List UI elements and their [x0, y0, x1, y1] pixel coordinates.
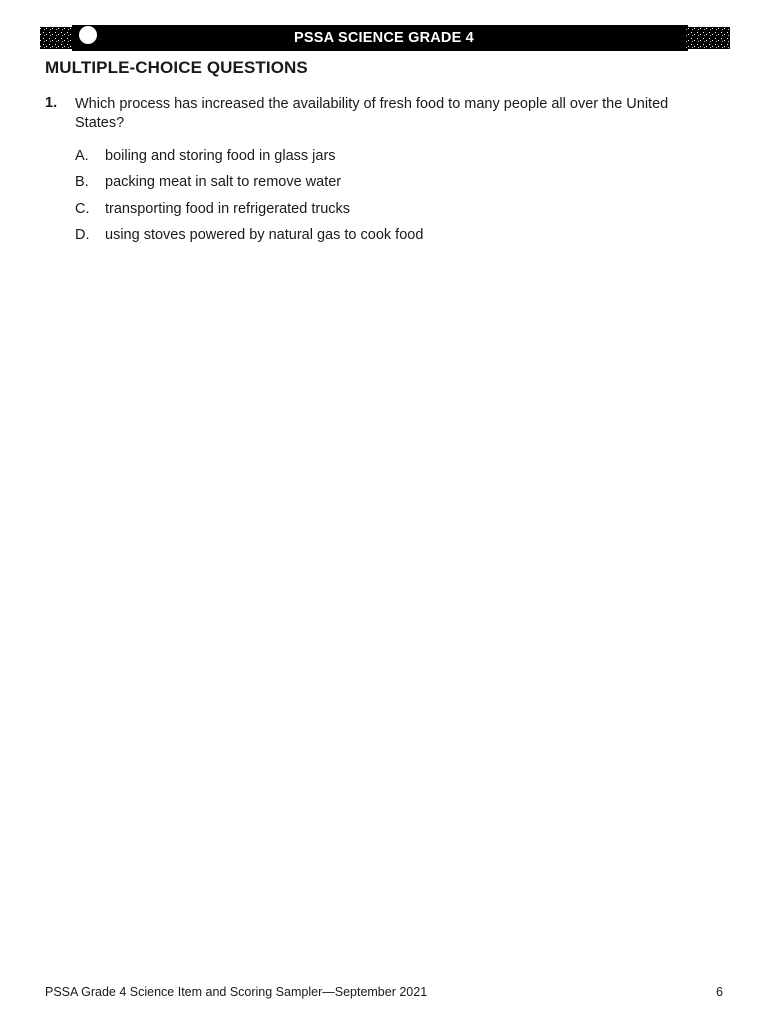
option-letter: D. [75, 227, 90, 244]
option-b[interactable] [75, 173, 635, 199]
option-text: boiling and storing food in glass jars [105, 148, 336, 164]
option-letter: C. [75, 200, 90, 217]
page-number: 6 [716, 985, 723, 999]
header-title: PSSA SCIENCE GRADE 4 [294, 30, 474, 46]
option-d[interactable] [75, 226, 635, 252]
option-text: packing meat in salt to remove water [105, 174, 342, 191]
option-c[interactable] [75, 200, 635, 226]
option-text: transporting food in refrigerated trucks [105, 200, 351, 217]
option-text: using stoves powered by natural gas to cook food [105, 227, 424, 244]
option-letter: A. [75, 148, 89, 164]
question-number: 1. [45, 95, 58, 111]
option-a[interactable] [75, 147, 635, 173]
footer-title: PSSA Grade 4 Science Item and Scoring Sampler—September 2021 [45, 985, 428, 999]
section-title: MULTIPLE-CHOICE QUESTIONS [45, 58, 308, 77]
option-letter: B. [75, 174, 89, 191]
question-stem: Which process has increased the availability of fresh food to many people all over the United States? [75, 96, 669, 131]
answer-options [75, 147, 635, 253]
